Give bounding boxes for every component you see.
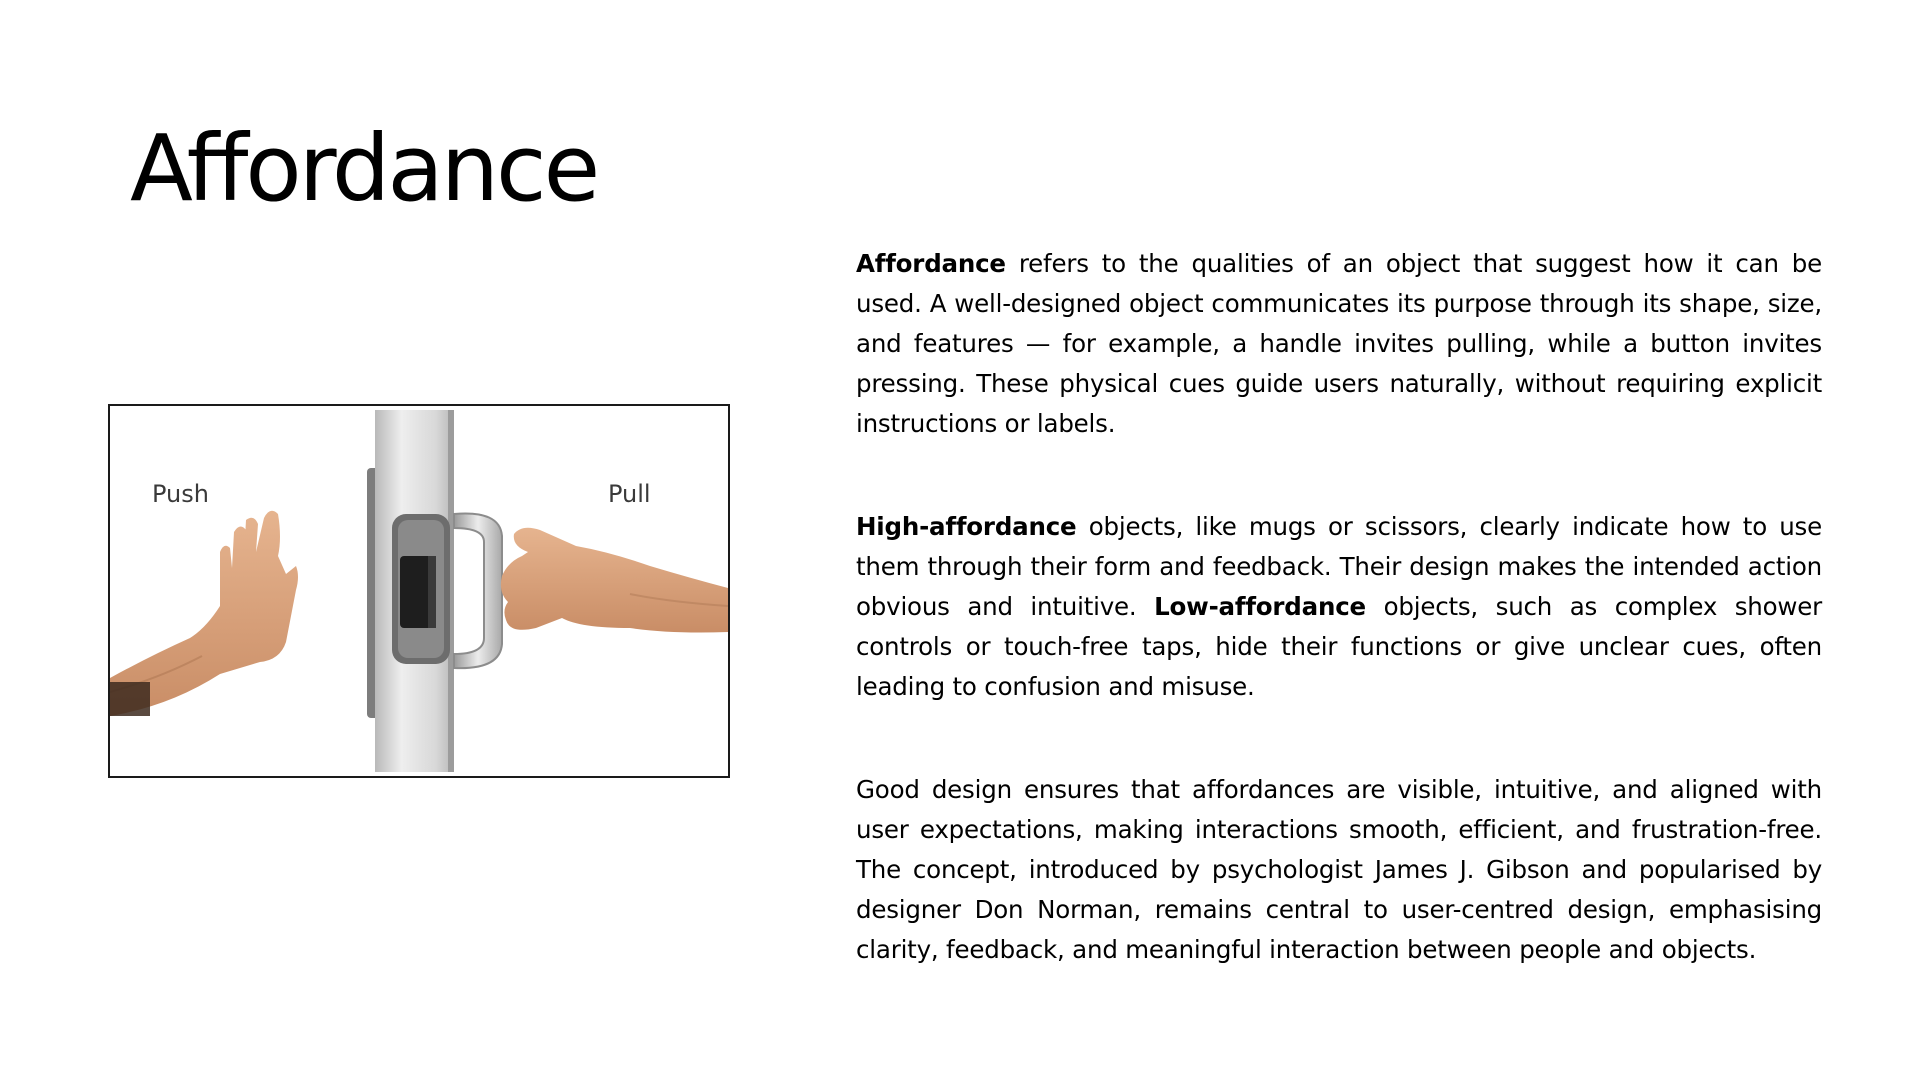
slide-title: Affordance (130, 115, 598, 222)
paragraph-affordance-definition (856, 244, 1822, 444)
paragraph-text: objects, like mugs or scissors, clearly indicate how to use them through their form and feedback. Their design makes the intended action obvious and intuitive. (856, 512, 1822, 621)
paragraph-high-low-affordance (856, 507, 1822, 707)
push-pull-illustration (110, 406, 728, 776)
push-label: Push (152, 480, 209, 508)
pull-label: Pull (608, 480, 651, 508)
term-high-affordance: High-affordance (856, 512, 1077, 541)
term-low-affordance: Low-affordance (1154, 592, 1366, 621)
push-pull-door-image (108, 404, 730, 778)
term-affordance: Affordance (856, 249, 1006, 278)
paragraph-text: Good design ensures that affordances are visible, intuitive, and aligned with user expectations, making interactions smooth, efficient, and frustration-free. The concept, introduced by psychologist James J. Gibson and popularised by designer Don Norman, remains central to user-centred design, emphasising clarity, feedback, and meaningful interaction between people and objects. (856, 775, 1822, 964)
paragraph-text: refers to the qualities of an object that suggest how it can be used. A well-designed object communicates its purpose through its shape, size, and features — for example, a handle invites pulling, while a button invites pressing. These physical cues guide users naturally, without requiring explicit instructions or labels. (856, 249, 1822, 438)
paragraph-good-design (856, 770, 1822, 970)
body-text (856, 244, 1822, 1033)
paragraph-text: objects, such as complex shower controls or touch-free taps, hide their functions or give unclear cues, often leading to confusion and misuse. (856, 592, 1822, 701)
